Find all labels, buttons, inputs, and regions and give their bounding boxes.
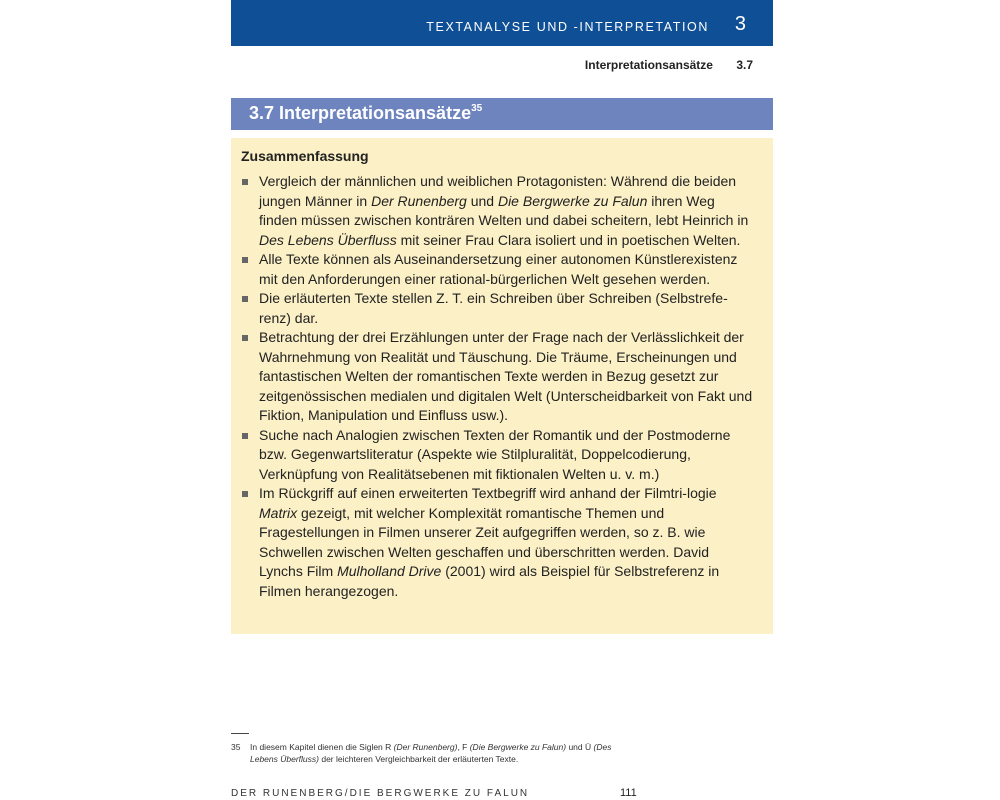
- page-number: 111: [620, 787, 637, 799]
- summary-box: [231, 138, 773, 634]
- square-bullet-icon: [242, 179, 248, 185]
- square-bullet-icon: [242, 433, 248, 439]
- chapter-header-band: [231, 0, 773, 46]
- summary-title: Zusammenfassung: [241, 148, 369, 164]
- running-title: Interpretationsansätze: [584, 58, 713, 72]
- footnote: [231, 741, 641, 765]
- footnote-number: 35: [231, 742, 241, 752]
- square-bullet-icon: [242, 335, 248, 341]
- chapter-number: 3: [734, 13, 746, 35]
- list-item: Alle Texte können als Auseinandersetzung einer autonomen Künstlerexistenz mit den Anforderungen einer rational-bürgerlichen Welt gesehen werden.: [241, 250, 755, 289]
- list-item: Vergleich der männlichen und weiblichen Protagonisten: Während die beiden jungen Männer in Der Runenberg und Die Bergwerke zu Falun ihren Weg finden müssen zwischen konträren Welten und dabei scheitern, lebt Heinrich in Des Lebens Überfluss mit seiner Frau Clara isoliert und in poetischen Welten.: [241, 172, 755, 250]
- square-bullet-icon: [242, 257, 248, 263]
- list-item: Im Rückgriff auf einen erweiterten Textbegriff wird anhand der Filmtri-logie Matrix gezeigt, mit welcher Komplexität romantische Themen und Fragestellungen in Filmen unserer Zeit aufgegriffen werden, so z. B. wie Schwellen zwischen Welten geschaffen und überschritten werden. David Lynchs Film Mulholland Drive (2001) wird als Beispiel für Selbstreferenz in Filmen herangezogen.: [241, 484, 755, 601]
- footnote-reference[interactable]: 35: [471, 103, 483, 114]
- footnote-text: In diesem Kapitel dienen die Siglen R (Der Runenberg), F (Die Bergwerke zu Falun) und Ü (Des Lebens Überfluss) der leichteren Vergleichbarkeit der erläuterten Texte.: [250, 742, 612, 764]
- footer-book-title: DER RUNENBERG/DIE BERGWERKE ZU FALUN: [231, 788, 530, 799]
- square-bullet-icon: [242, 491, 248, 497]
- section-heading-text: 3.7 Interpretationsansätze: [249, 103, 472, 123]
- section-heading-band: [231, 98, 773, 130]
- list-item: Betrachtung der drei Erzählungen unter der Frage nach der Verlässlichkeit der Wahrnehmung von Realität und Täuschung. Die Träume, Erscheinungen und fantastischen Welten der romantischen Texte werden in Bezug gesetzt zur zeitgenössischen medialen und digitalen Welt (Unterscheidbarkeit von Fakt und Fiktion, Manipulation und Einfluss usw.).: [241, 328, 755, 426]
- list-item: Suche nach Analogien zwischen Texten der Romantik und der Postmoderne bzw. Gegenwartsliteratur (Aspekte wie Stilpluralität, Doppelcodierung, Verknüpfung von Realitätsebenen mit fiktionalen Welten u. v. m.): [241, 426, 755, 485]
- square-bullet-icon: [242, 296, 248, 302]
- running-section-number: 3.7: [736, 58, 753, 72]
- running-head: [231, 58, 753, 72]
- footnote-divider: [231, 733, 249, 734]
- chapter-title: TEXTANALYSE UND -INTERPRETATION: [426, 20, 709, 34]
- section-heading: [249, 103, 482, 124]
- summary-list: [241, 172, 755, 601]
- list-item: Die erläuterten Texte stellen Z. T. ein Schreiben über Schreiben (Selbstrefe-renz) dar.: [241, 289, 755, 328]
